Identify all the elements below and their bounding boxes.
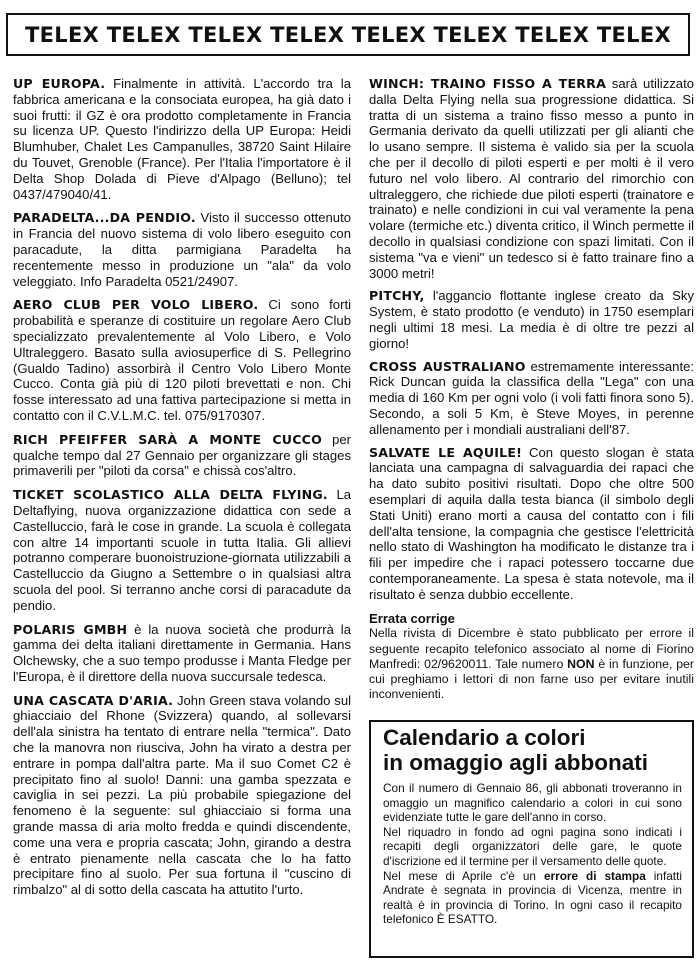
calendar-paragraph: Con il numero di Gennaio 86, gli abbonati troveranno in omaggio un magnifico calendario a colori in cui sono evidenziate tutte le gare dell'anno in corso.	[383, 781, 682, 825]
item-body: Ci sono forti probabilità e speranze di costituire un regolare Aero Club specializzato prevalentemente al Volo Libero, e Volo Ultraleggero. Basato sulla aviosuperfice di S. Pellegrino (Gualdo Tadino) assorbirà il Centro Volo Libero Monte Cucco. Conta già più di 120 piloti brevettati e non. Chi fosse interessato ad una fattiva partecipazione si metta in contatto con il C.V.L.M.C. tel. 075/9170307.	[13, 297, 351, 423]
item-body: estremamente interessante: Rick Duncan guida la classifica della "Lega" con una media di 160 Km per ogni volo (i voli fatti finora sono 5). Secondo, a soli 5 Km, è Steve Moyes, in perenne allenamento per i mondiali australiani dell'87.	[369, 358, 694, 437]
news-item-up-europa	[13, 76, 351, 202]
news-item-rich-pfeiffer	[13, 432, 351, 479]
item-headline: PARADELTA...DA PENDIO.	[13, 210, 196, 226]
news-item-cascata	[13, 693, 351, 898]
item-headline: WINCH: TRAINO FISSO A TERRA	[369, 76, 607, 91]
item-body: sarà utilizzato dalla Delta Flying nella sua progressione didattica. Si tratta di un sistema a traino fisso messo a punto in Germania derivato da quelli utilizzati per gli alianti che lo usano sempre. Il sistema è valido sia per la scuola che per il decollo di piloti esperti e per molti è il vero futuro nel volo libero. Al contrario del rimorchio con ultraleggero, che richiede due piloti esperti (trainatore e trainato) e nelle condizioni in cui val veramente la pena volare (termiche etc.) diventa critico, il Winch permette il decollo in qualsiasi condizione con spazi limitati. Con il sistema "va e vieni" un tedesco si è fatto trainare fino a 3000 metri!	[369, 76, 694, 281]
news-item-aero-club	[13, 297, 351, 423]
news-item-ticket-scolastico	[13, 487, 351, 613]
news-item-winch	[369, 76, 694, 281]
item-body: Con questo slogan è stata lanciata una campagna di salvaguardia dei rapaci che ha dato subito positivi risultati. Dopo che oltre 500 esemplari di aquila dalla testa bianca (il simbolo degli Stati Uniti) erano morti a causa del contatto con i fili dell'alta tensione, la compagnia che gestisce l'elettricità nello stato di Washington ha modificato le distanze tra i fili per impedire che i rapaci potessero toccarne due contemporaneamente. La spesa è stata notevole, ma il risultato è senza dubbio eccellente.	[369, 444, 694, 602]
item-body: Finalmente in attività. L'accordo tra la fabbrica americana e la consociata europea, ha già dato i suoi frutti: il GZ è ora prodotto completamente in Francia su licenza UP. Questo l'indirizzo della UP Europa: Heidi Blumhuber, Chalet Les Campanulles, 38720 Saint Hilaire du Touvet, Grenoble (France). Per l'Italia l'importatore è il Delta Shop Dolada di Pieve d'Alpago (Belluno); tel 0437/479040/41.	[13, 76, 351, 202]
news-item-paradelta	[13, 210, 351, 289]
calendar-title-line: Calendario a colori	[383, 725, 586, 750]
item-headline: AERO CLUB PER VOLO LIBERO.	[13, 297, 259, 313]
item-body: l'aggancio flottante inglese creato da Sky System, è stato prodotto (e venduto) in 1750 esemplari negli ultimi 18 mesi. La media è di oltre tre pezzi al giorno!	[369, 288, 694, 351]
calendar-text: Nel mese di Aprile c'è un	[383, 868, 544, 883]
telex-banner	[6, 13, 690, 56]
news-item-polaris	[13, 622, 351, 685]
item-headline: TICKET SCOLASTICO ALLA DELTA FLYING.	[13, 487, 328, 503]
item-body: per qualche tempo dal 27 Gennaio per organizzare gli stages primaverili per "piloti da corsa" e chissà cos'altro.	[13, 431, 351, 479]
item-headline: SALVATE LE AQUILE!	[369, 444, 523, 460]
errata-title: Errata corrige	[369, 610, 455, 626]
item-body: Visto il successo ottenuto in Francia del nuovo sistema di volo libero eseguito con paracadute, la ditta parmigiana Paradelta ha recentemente messo in produzione un "ala" da volo veleggiato. Info Paradelta 0521/24907.	[13, 210, 351, 289]
calendar-emphasis: errore di stampa	[543, 868, 646, 883]
item-body: è la nuova società che produrrà la gamma dei delta italiani direttamente in Germania. Hans Olchewsky, che a suo tempo produsse i Manta Fledge per l'Europa, è il direttore della nuova succursale tedesca.	[13, 621, 351, 684]
banner-text: TELEX TELEX TELEX TELEX TELEX TELEX TELEX TELEX	[25, 22, 671, 47]
news-item-pitchy	[369, 288, 694, 351]
item-headline: UP EUROPA.	[13, 76, 106, 91]
errata-emphasis: NON	[567, 656, 595, 671]
errata-body	[369, 626, 694, 702]
errata-text: Nella rivista di Dicembre è stato pubblicato per errore il seguente recapito telefonico associato al nome di Fiorino Manfredi: 02/9620011. Tale numero	[369, 626, 694, 671]
calendar-body	[383, 781, 682, 927]
errata-text: è in funzione, per cui preghiamo i lettori di non farne uso per evitare inutili inconvenienti.	[369, 656, 694, 702]
item-headline: PITCHY,	[369, 288, 425, 304]
calendar-title-line: in omaggio agli abbonati	[383, 750, 649, 775]
item-headline: UNA CASCATA D'ARIA.	[13, 692, 174, 708]
news-item-salvate-aquile	[369, 445, 694, 603]
item-headline: RICH PFEIFFER SARÀ A MONTE CUCCO	[13, 431, 322, 447]
right-column	[369, 76, 694, 703]
item-headline: CROSS AUSTRALIANO	[369, 358, 526, 374]
news-item-cross-australiano	[369, 359, 694, 438]
item-headline: POLARIS GMBH	[13, 621, 128, 637]
calendar-text: infatti Andrate è segnata in provincia di Vicenza, mentre in realtà è in provincia di Torino. In ogni caso il recapito telefonico È ESATTO.	[383, 868, 682, 927]
item-body: La Deltaflying, nuova organizzazione didattica con sede a Castelluccio, farà le cose in grande. La scuola è collegata con altre 14 importanti scuole in tutta Italia. Gli allievi potranno comperare buonoistruzione-giornata utilizzabili a Castelluccio da Giugno a Settembre o in qualsiasi altra scuola del pool. Si terranno anche corsi di paracadute da pendio.	[13, 487, 352, 613]
calendar-title	[383, 725, 682, 775]
item-body: John Green stava volando sul ghiacciaio del Rhone (Svizzera) quando, al sollevarsi dell'ala sinistra ha tentato di entrare nella "termica". Dato che la manovra non riusciva, John ha virato a destra per entrare in pompa dall'altra parte. Ma il suo Comet C2 è precipitato fino al suolo! Danni: una gamba spezzata e caviglia in sei pezzi. La più probabile spiegazione del fenomeno è la seguente: sul ghiacciaio si forma una grande massa di aria molto fredda e quindi discendente, come una vera e propria cascata; John, girando a destra è entrato pienamente nella cascata che lo ha fatto precipitare fino al suolo. Per sua fortuna il "cuscino di rimbalzo" al di sotto della cascata ha attutito l'urto.	[13, 692, 352, 898]
calendar-paragraph: Nel riquadro in fondo ad ogni pagina sono indicati i recapiti degli organizzatori delle gare, le quote d'iscrizione ed il termine per il versamento delle quote.	[383, 824, 682, 868]
calendar-paragraph	[383, 869, 682, 927]
calendar-box	[369, 720, 694, 958]
left-column	[13, 76, 351, 898]
